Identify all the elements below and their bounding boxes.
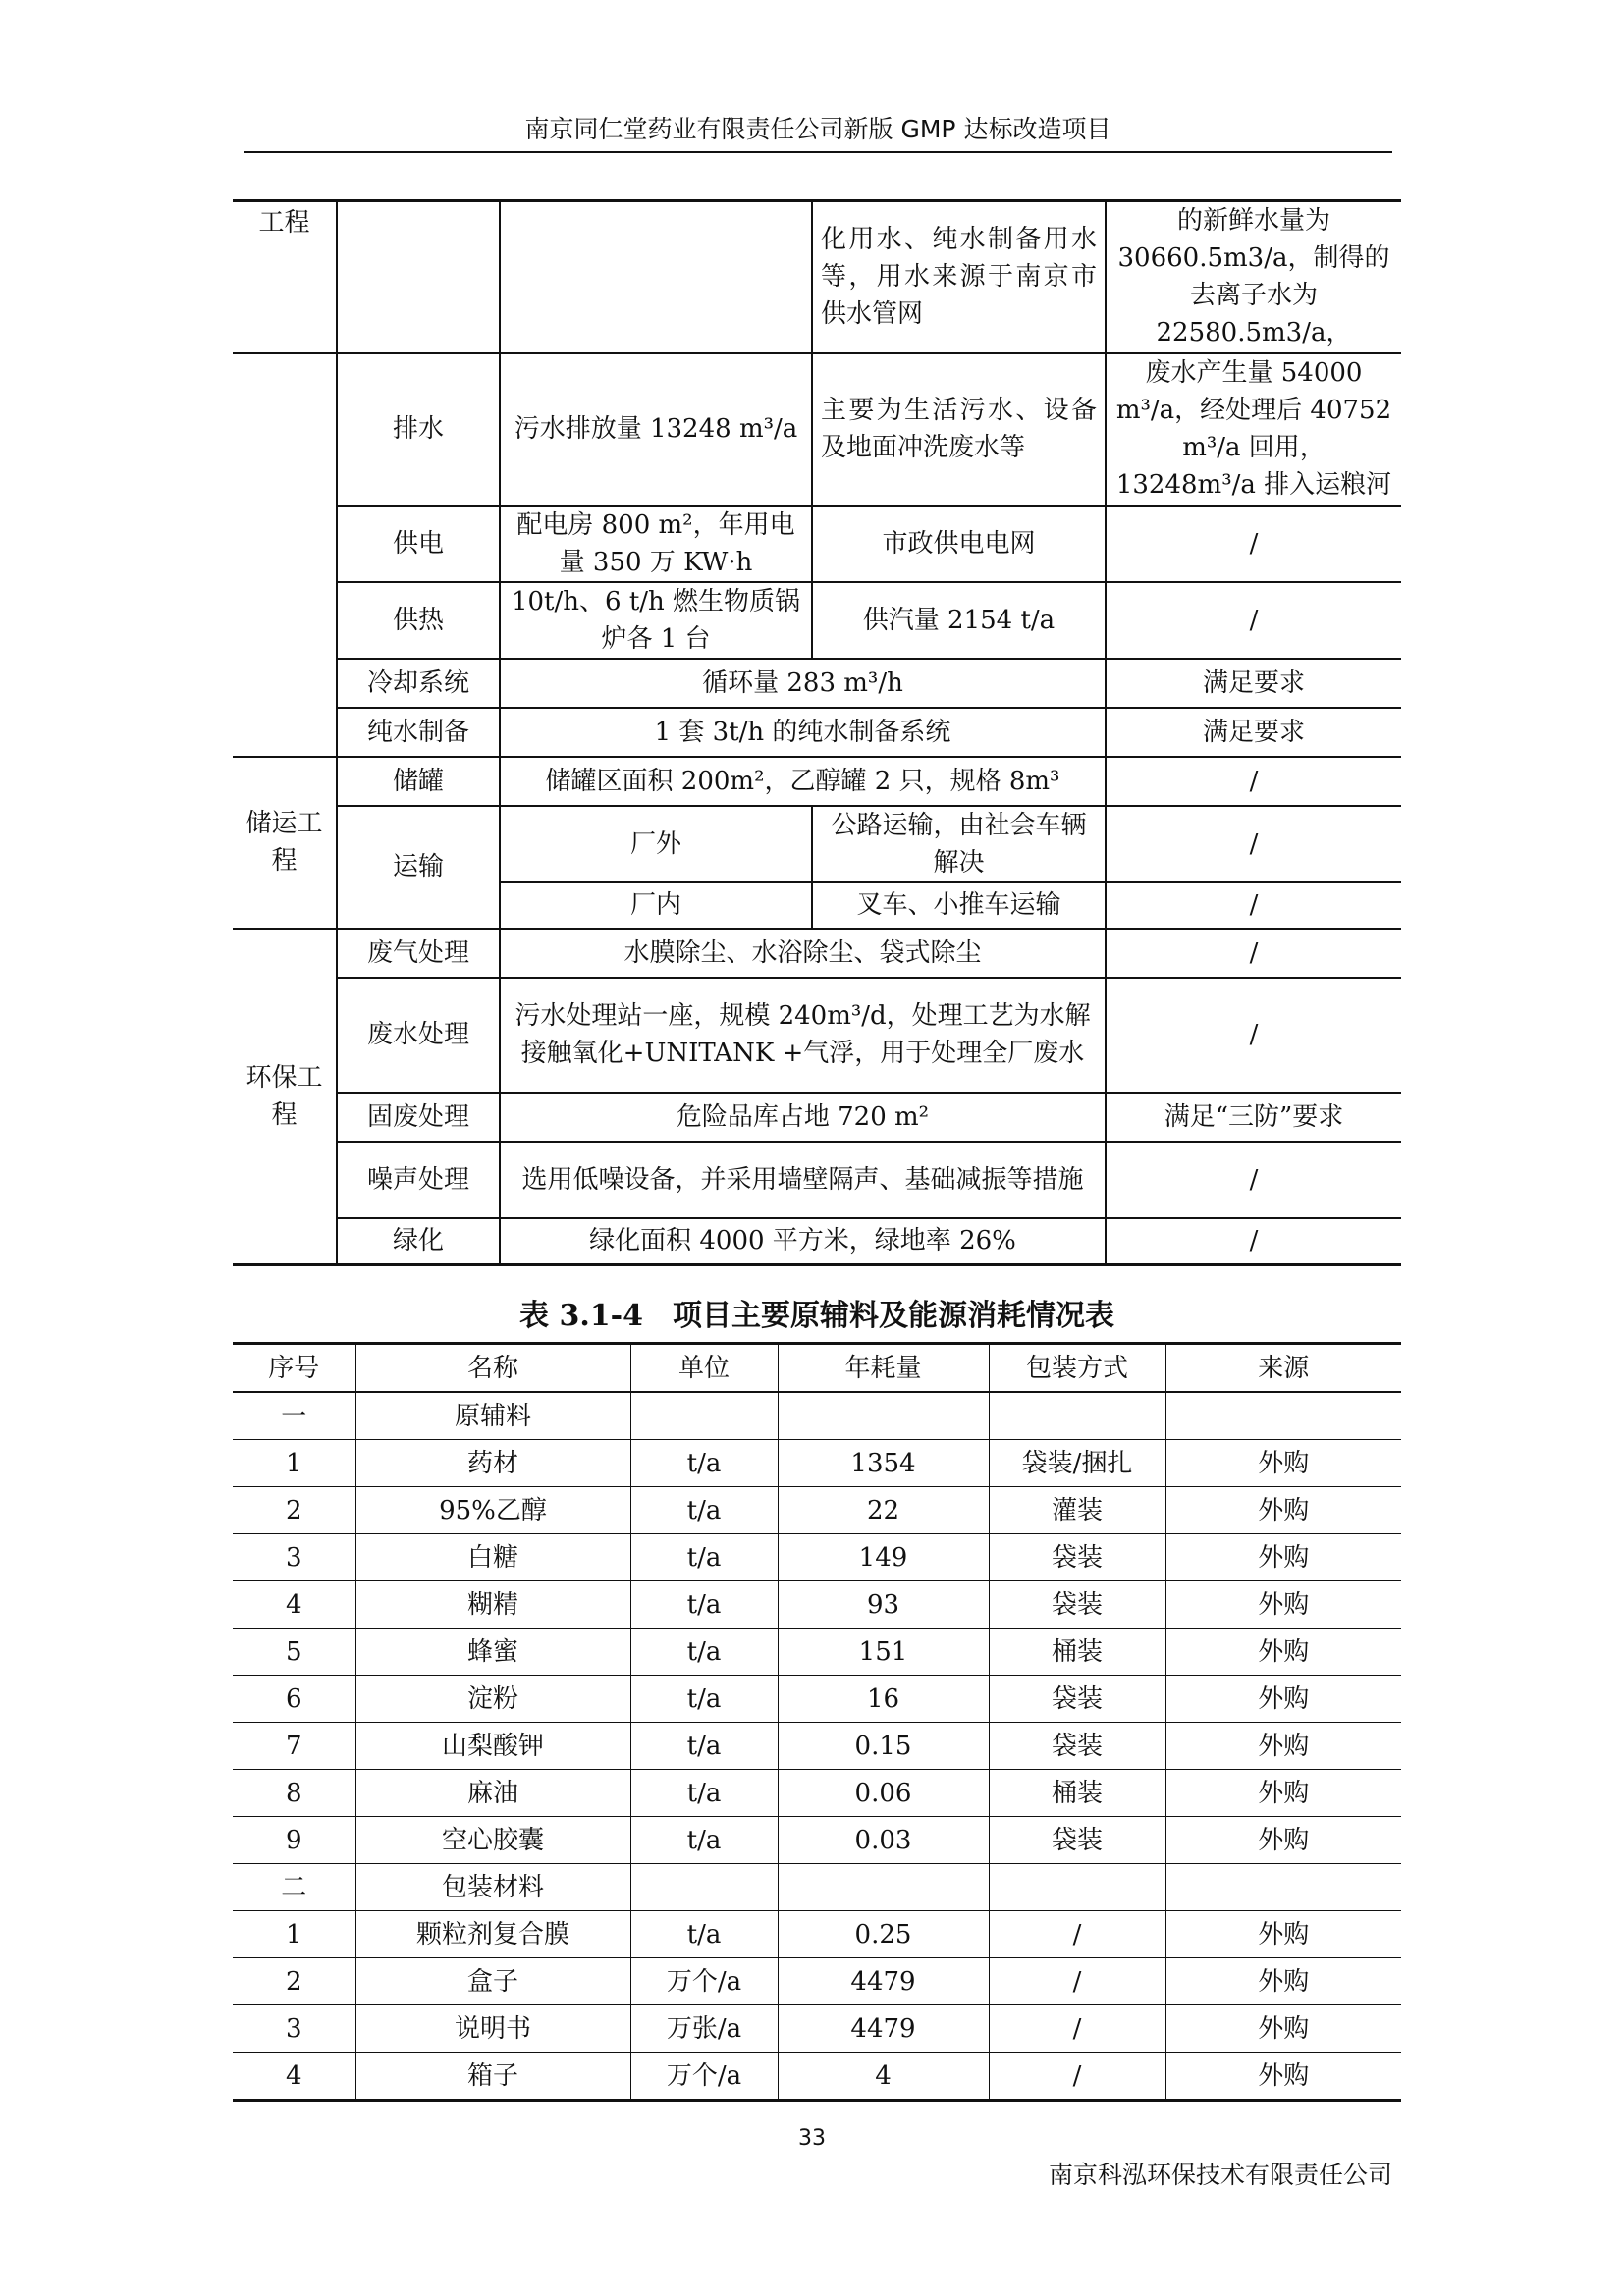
table-cell: t/a [630,1581,778,1629]
item-name-cell: 运输 [337,806,500,929]
table-cell: 淀粉 [355,1676,630,1723]
table-cell: t/a [630,1534,778,1581]
table-cell: 袋装 [989,1534,1165,1581]
note-cell: 满足要求 [1106,659,1401,708]
table-cell: 149 [778,1534,989,1581]
item-name-cell: 冷却系统 [337,659,500,708]
table-cell: 外购 [1165,1629,1401,1676]
table-cell: / [989,2005,1165,2053]
table-cell: 袋装 [989,1676,1165,1723]
note-cell: 的新鲜水量为 30660.5m3/a，制得的去离子水为 22580.5m3/a， [1106,201,1401,353]
table-cell: 糊精 [355,1581,630,1629]
table-cell: 外购 [1165,1487,1401,1534]
table-row [233,1392,1401,1440]
note-cell: / [1106,757,1401,806]
table-cell: 外购 [1165,1911,1401,1958]
category-cell [233,659,337,708]
table-cell: t/a [630,1911,778,1958]
table-row [233,1629,1401,1676]
category-cell [233,353,337,506]
table-cell: 8 [233,1770,355,1817]
table-cell [989,1864,1165,1911]
table-cell: 4479 [778,2005,989,2053]
page-number: 33 [798,2126,826,2151]
table-cell: 5 [233,1629,355,1676]
table-cell: 二 [233,1864,355,1911]
table-row [233,1723,1401,1770]
table-row [233,1440,1401,1487]
table-cell: 1 [233,1440,355,1487]
table-cell: 原辅料 [355,1392,630,1440]
table-cell: 外购 [1165,2005,1401,2053]
table-cell: 4479 [778,1958,989,2005]
table-cell [989,1392,1165,1440]
column-header: 包装方式 [989,1344,1165,1393]
content-cell: 公路运输，由社会车辆解决 [812,806,1106,882]
table-cell: 颗粒剂复合膜 [355,1911,630,1958]
table-cell [1165,1864,1401,1911]
table-cell: 外购 [1165,1770,1401,1817]
table-cell: 外购 [1165,1581,1401,1629]
table-cell: 麻油 [355,1770,630,1817]
table-cell: t/a [630,1676,778,1723]
table-cell: 4 [233,2053,355,2101]
category-cell [233,506,337,582]
table-cell: t/a [630,1723,778,1770]
item-name-cell [337,201,500,353]
table-cell: 袋装 [989,1817,1165,1864]
note-cell: 废水产生量 54000 m³/a，经处理后 40752 m³/a 回用，13248m³/a 排入运粮河 [1106,353,1401,506]
table-cell: / [989,2053,1165,2101]
table-cell: 空心胶囊 [355,1817,630,1864]
table-cell: 白糖 [355,1534,630,1581]
table-cell: 蜂蜜 [355,1629,630,1676]
table-cell: 外购 [1165,1534,1401,1581]
table-cell: 外购 [1165,2053,1401,2101]
table-cell: 灌装 [989,1487,1165,1534]
table-cell: 万个/a [630,1958,778,2005]
scale-cell [500,201,812,353]
category-cell: 储运工程 [233,757,337,929]
column-header: 序号 [233,1344,355,1393]
content-cell: 叉车、小推车运输 [812,882,1106,929]
table-cell: 9 [233,1817,355,1864]
table-cell: 0.06 [778,1770,989,1817]
column-header: 年耗量 [778,1344,989,1393]
table-cell: 山梨酸钾 [355,1723,630,1770]
note-cell: / [1106,882,1401,929]
item-name-cell: 绿化 [337,1218,500,1265]
item-name-cell: 噪声处理 [337,1142,500,1218]
table-row [233,1864,1401,1911]
table-row [233,1770,1401,1817]
table-row [233,1676,1401,1723]
scale-cell: 厂外 [500,806,812,882]
table-cell: 包装材料 [355,1864,630,1911]
item-name-cell: 纯水制备 [337,708,500,757]
content-cell: 危险品库占地 720 m² [500,1093,1106,1142]
column-header: 单位 [630,1344,778,1393]
table-cell: t/a [630,1817,778,1864]
table-cell: t/a [630,1440,778,1487]
table-cell: / [989,1958,1165,2005]
table-cell: 6 [233,1676,355,1723]
table-cell: 万张/a [630,2005,778,2053]
content-cell: 供汽量 2154 t/a [812,582,1106,659]
item-name-cell: 固废处理 [337,1093,500,1142]
item-name-cell: 供热 [337,582,500,659]
note-cell: 满足要求 [1106,708,1401,757]
table-cell: 袋装 [989,1581,1165,1629]
table-cell: t/a [630,1770,778,1817]
table-cell: / [989,1911,1165,1958]
table-cell: 16 [778,1676,989,1723]
item-name-cell: 排水 [337,353,500,506]
table-cell: 1354 [778,1440,989,1487]
table-cell: 93 [778,1581,989,1629]
table-cell: 盒子 [355,1958,630,2005]
table-row [233,1911,1401,1958]
table-cell: 外购 [1165,1440,1401,1487]
table-cell [778,1392,989,1440]
note-cell: 满足“三防”要求 [1106,1093,1401,1142]
scale-cell: 10t/h、6 t/h 燃生物质锅炉各 1 台 [500,582,812,659]
materials-table [233,1342,1401,2102]
table-row [233,1958,1401,2005]
table-caption: 表 3.1-4 项目主要原辅料及能源消耗情况表 [519,1299,1114,1333]
content-cell: 污水处理站一座，规模 240m³/d，处理工艺为水解接触氧化+UNITANK +气浮，用于处理全厂废水 [500,978,1106,1093]
table-row [233,1487,1401,1534]
table-cell: 外购 [1165,1817,1401,1864]
header-rule [244,151,1392,153]
item-name-cell: 废气处理 [337,929,500,978]
content-cell: 水膜除尘、水浴除尘、袋式除尘 [500,929,1106,978]
note-cell: / [1106,1218,1401,1265]
table-row [233,1581,1401,1629]
table-cell: 95%乙醇 [355,1487,630,1534]
category-cell [233,708,337,757]
table-cell: 3 [233,1534,355,1581]
note-cell: / [1106,506,1401,582]
table-cell: t/a [630,1487,778,1534]
table-cell: 3 [233,2005,355,2053]
table-cell: 外购 [1165,1676,1401,1723]
category-cell [233,582,337,659]
table-row [233,1817,1401,1864]
table-cell: 外购 [1165,1958,1401,2005]
table-cell: 桶装 [989,1629,1165,1676]
project-composition-table [233,199,1401,1266]
content-cell: 储罐区面积 200m²，乙醇罐 2 只，规格 8m³ [500,757,1106,806]
item-name-cell: 供电 [337,506,500,582]
content-cell: 循环量 283 m³/h [500,659,1106,708]
content-cell: 1 套 3t/h 的纯水制备系统 [500,708,1106,757]
table-cell: 4 [778,2053,989,2101]
note-cell: / [1106,806,1401,882]
table-cell: 袋装 [989,1723,1165,1770]
table-row [233,2053,1401,2101]
scale-cell: 厂内 [500,882,812,929]
table-cell [1165,1392,1401,1440]
scale-cell: 配电房 800 m²，年用电量 350 万 KW·h [500,506,812,582]
content-cell: 市政供电电网 [812,506,1106,582]
table-cell: 7 [233,1723,355,1770]
table-cell: 药材 [355,1440,630,1487]
table-cell: 箱子 [355,2053,630,2101]
scale-cell: 污水排放量 13248 m³/a [500,353,812,506]
table-cell: 22 [778,1487,989,1534]
content-cell: 化用水、纯水制备用水等，用水来源于南京市供水管网 [812,201,1106,353]
table-cell [778,1864,989,1911]
content-cell: 主要为生活污水、设备及地面冲洗废水等 [812,353,1106,506]
note-cell: / [1106,929,1401,978]
category-cell: 工程 [233,201,337,353]
column-header: 来源 [1165,1344,1401,1393]
table-cell: 万个/a [630,2053,778,2101]
table-cell: 0.25 [778,1911,989,1958]
table-header-row [233,1344,1401,1393]
table-row [233,2005,1401,2053]
table-cell: 0.03 [778,1817,989,1864]
note-cell: / [1106,582,1401,659]
table-cell: 4 [233,1581,355,1629]
table-cell: t/a [630,1629,778,1676]
item-name-cell: 废水处理 [337,978,500,1093]
table-cell: 说明书 [355,2005,630,2053]
table-cell: 1 [233,1911,355,1958]
note-cell: / [1106,978,1401,1093]
table-row [233,1534,1401,1581]
note-cell: / [1106,1142,1401,1218]
item-name-cell: 储罐 [337,757,500,806]
category-cell: 环保工程 [233,929,337,1265]
table-cell: 2 [233,1958,355,2005]
table-cell: 151 [778,1629,989,1676]
table-cell: 外购 [1165,1723,1401,1770]
footer-company: 南京科泓环保技术有限责任公司 [1048,2161,1392,2189]
table-cell [630,1864,778,1911]
table-cell: 袋装/捆扎 [989,1440,1165,1487]
table-cell: 一 [233,1392,355,1440]
table-cell: 桶装 [989,1770,1165,1817]
table-cell: 0.15 [778,1723,989,1770]
table-cell: 2 [233,1487,355,1534]
table-cell [630,1392,778,1440]
content-cell: 选用低噪设备，并采用墙壁隔声、基础减振等措施 [500,1142,1106,1218]
content-cell: 绿化面积 4000 平方米，绿地率 26% [500,1218,1106,1265]
column-header: 名称 [355,1344,630,1393]
page-header: 南京同仁堂药业有限责任公司新版 GMP 达标改造项目 [524,115,1111,143]
